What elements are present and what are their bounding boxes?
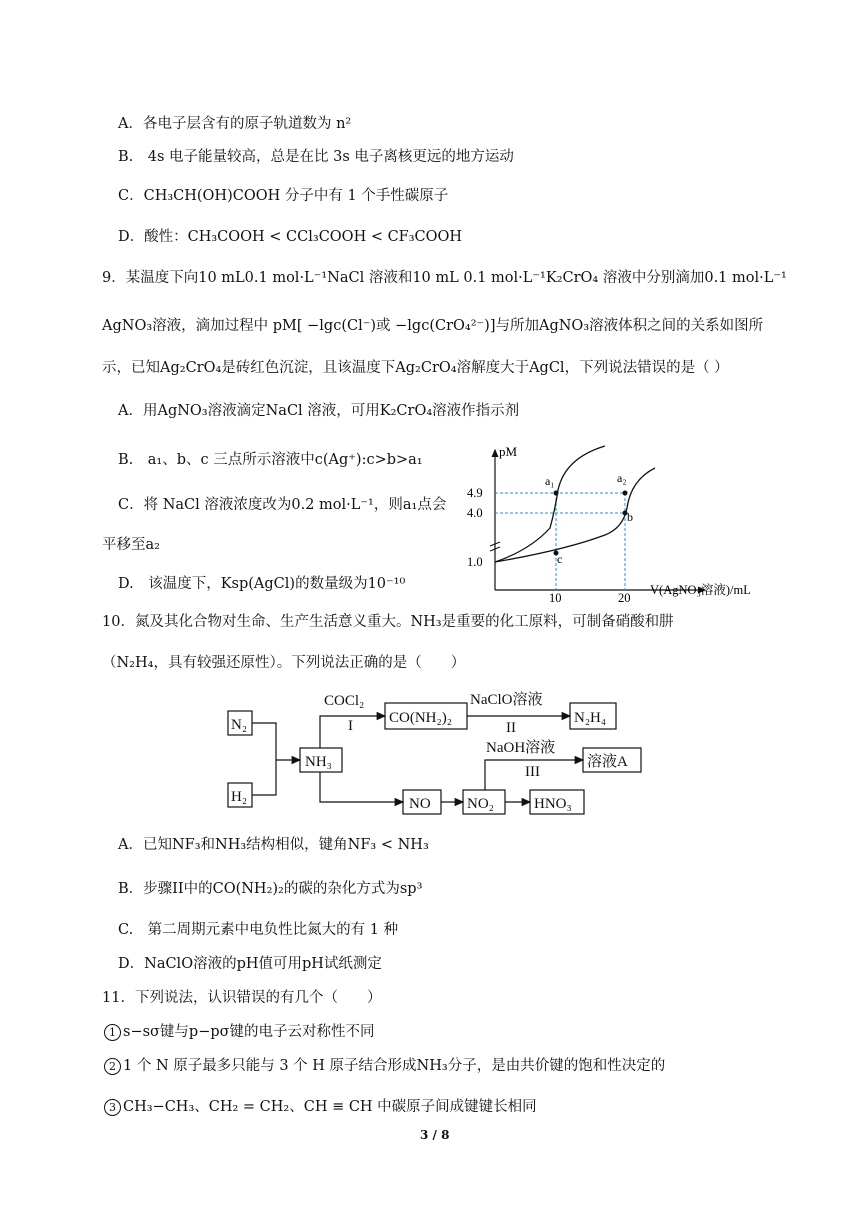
q9-stem-line1: 9．某温度下向10 mL0.1 mol·L⁻¹NaCl 溶液和10 mL 0.1 mol·L⁻¹K₂CrO₄ 溶液中分别滴加0.1 mol·L⁻¹ xyxy=(102,270,787,286)
q11-stem: 11．下列说法，认识错误的有几个（ ） xyxy=(102,990,382,1006)
box-solution-a: 溶液A xyxy=(587,754,628,770)
q9-option-b: B. a₁、b、c 三点所示溶液中c(Ag⁺):c>b>a₁ xyxy=(118,452,423,468)
reagent-cocl2: COCl₂ xyxy=(324,693,365,709)
q9-option-a: A．用AgNO₃溶液滴定NaCl 溶液，可用K₂CrO₄溶液作指示剂 xyxy=(118,403,520,419)
q11-item-3: 3 CH₃−CH₃、CH₂ = CH₂、CH ≡ CH 中碳原子间成键键长相同 xyxy=(104,1097,537,1117)
q8-option-d: D．酸性：CH₃COOH < CCl₃COOH < CF₃COOH xyxy=(118,229,463,245)
page-number: 3 / 8 xyxy=(420,1128,450,1142)
box-urea: CO(NH₂)₂ xyxy=(389,710,452,726)
item-number-1: 1 xyxy=(104,1024,121,1041)
label-a1: a₁ xyxy=(545,474,555,488)
step-2: II xyxy=(506,720,516,736)
y-tick-1.0: 1.0 xyxy=(467,555,483,569)
q10-option-d: D．NaClO溶液的pH值可用pH试纸测定 xyxy=(118,956,382,972)
q9-stem-line3: 示，已知Ag₂CrO₄是砖红色沉淀，且该温度下Ag₂CrO₄溶解度大于AgCl，下列说法错误的是（ ） xyxy=(102,360,729,376)
x-tick-10: 10 xyxy=(549,591,562,605)
q9-stem-line2: AgNO₃溶液，滴加过程中 pM[ −lgc(Cl⁻)或 −lgc(CrO₄²⁻)]与所加AgNO₃溶液体积之间的关系如图所 xyxy=(102,318,764,334)
box-nh3: NH₃ xyxy=(305,754,332,770)
q10-stem-line2: （N₂H₄，具有较强还原性）。下列说法正确的是（ ） xyxy=(102,655,466,671)
q9-option-c: C．将 NaCl 溶液浓度改为0.2 mol·L⁻¹，则a₁点会 xyxy=(118,497,447,513)
q9-option-c-cont: 平移至a₂ xyxy=(102,537,160,553)
q10-option-a: A．已知NF₃和NH₃结构相似，键角NF₃ < NH₃ xyxy=(118,837,429,853)
box-no: NO xyxy=(409,796,431,812)
q10-option-c: C. 第二周期元素中电负性比氮大的有 1 种 xyxy=(118,922,399,938)
item-number-2: 2 xyxy=(104,1058,121,1075)
q10-option-b: B．步骤II中的CO(NH₂)₂的碳的杂化方式为sp³ xyxy=(118,881,423,897)
point-a1 xyxy=(554,491,559,496)
box-no2: NO₂ xyxy=(467,796,494,812)
q8-option-b: B. 4s 电子能量较高，总是在比 3s 电子离核更远的地方运动 xyxy=(118,149,514,165)
box-hno3: HNO₃ xyxy=(534,796,572,812)
q8-option-c: C．CH₃CH(OH)COOH 分子中有 1 个手性碳原子 xyxy=(118,188,449,204)
q9-option-d: D. 该温度下，Ksp(AgCl)的数量级为10⁻¹⁰ xyxy=(118,576,406,592)
box-n2: N₂ xyxy=(231,717,248,733)
y-axis-label: pM xyxy=(499,444,518,459)
q11-item-2: 2 1 个 N 原子最多只能与 3 个 H 原子结合形成NH₃分子，是由共价键的饱和性决定的 xyxy=(104,1056,665,1076)
reagent-naoh: NaOH溶液 xyxy=(486,740,556,756)
pm-chart xyxy=(455,440,765,605)
y-tick-4.9: 4.9 xyxy=(467,486,483,500)
label-b: b xyxy=(627,510,633,524)
x-axis-label: V(AgNO₃溶液)/mL xyxy=(650,583,751,597)
item-number-3: 3 xyxy=(104,1099,121,1116)
label-c: c xyxy=(557,552,563,566)
q10-stem-line1: 10．氮及其化合物对生命、生产生活意义重大。NH₃是重要的化工原料，可制备硝酸和肼 xyxy=(102,614,674,630)
y-tick-4.0: 4.0 xyxy=(467,506,483,520)
label-a2: a₂ xyxy=(617,471,627,485)
box-n2h4: N₂H₄ xyxy=(574,710,607,726)
nitrogen-flowchart xyxy=(220,688,650,823)
box-h2: H₂ xyxy=(231,789,248,805)
x-tick-20: 20 xyxy=(618,591,631,605)
point-a2 xyxy=(623,491,628,496)
q8-option-a: A．各电子层含有的原子轨道数为 n² xyxy=(118,116,352,132)
curve-agcl xyxy=(495,446,605,562)
step-1: I xyxy=(348,718,353,734)
reagent-naclo: NaClO溶液 xyxy=(470,692,543,708)
q11-item-1: 1 s−sσ键与p−pσ键的电子云对称性不同 xyxy=(104,1022,375,1042)
step-3: III xyxy=(525,764,540,780)
